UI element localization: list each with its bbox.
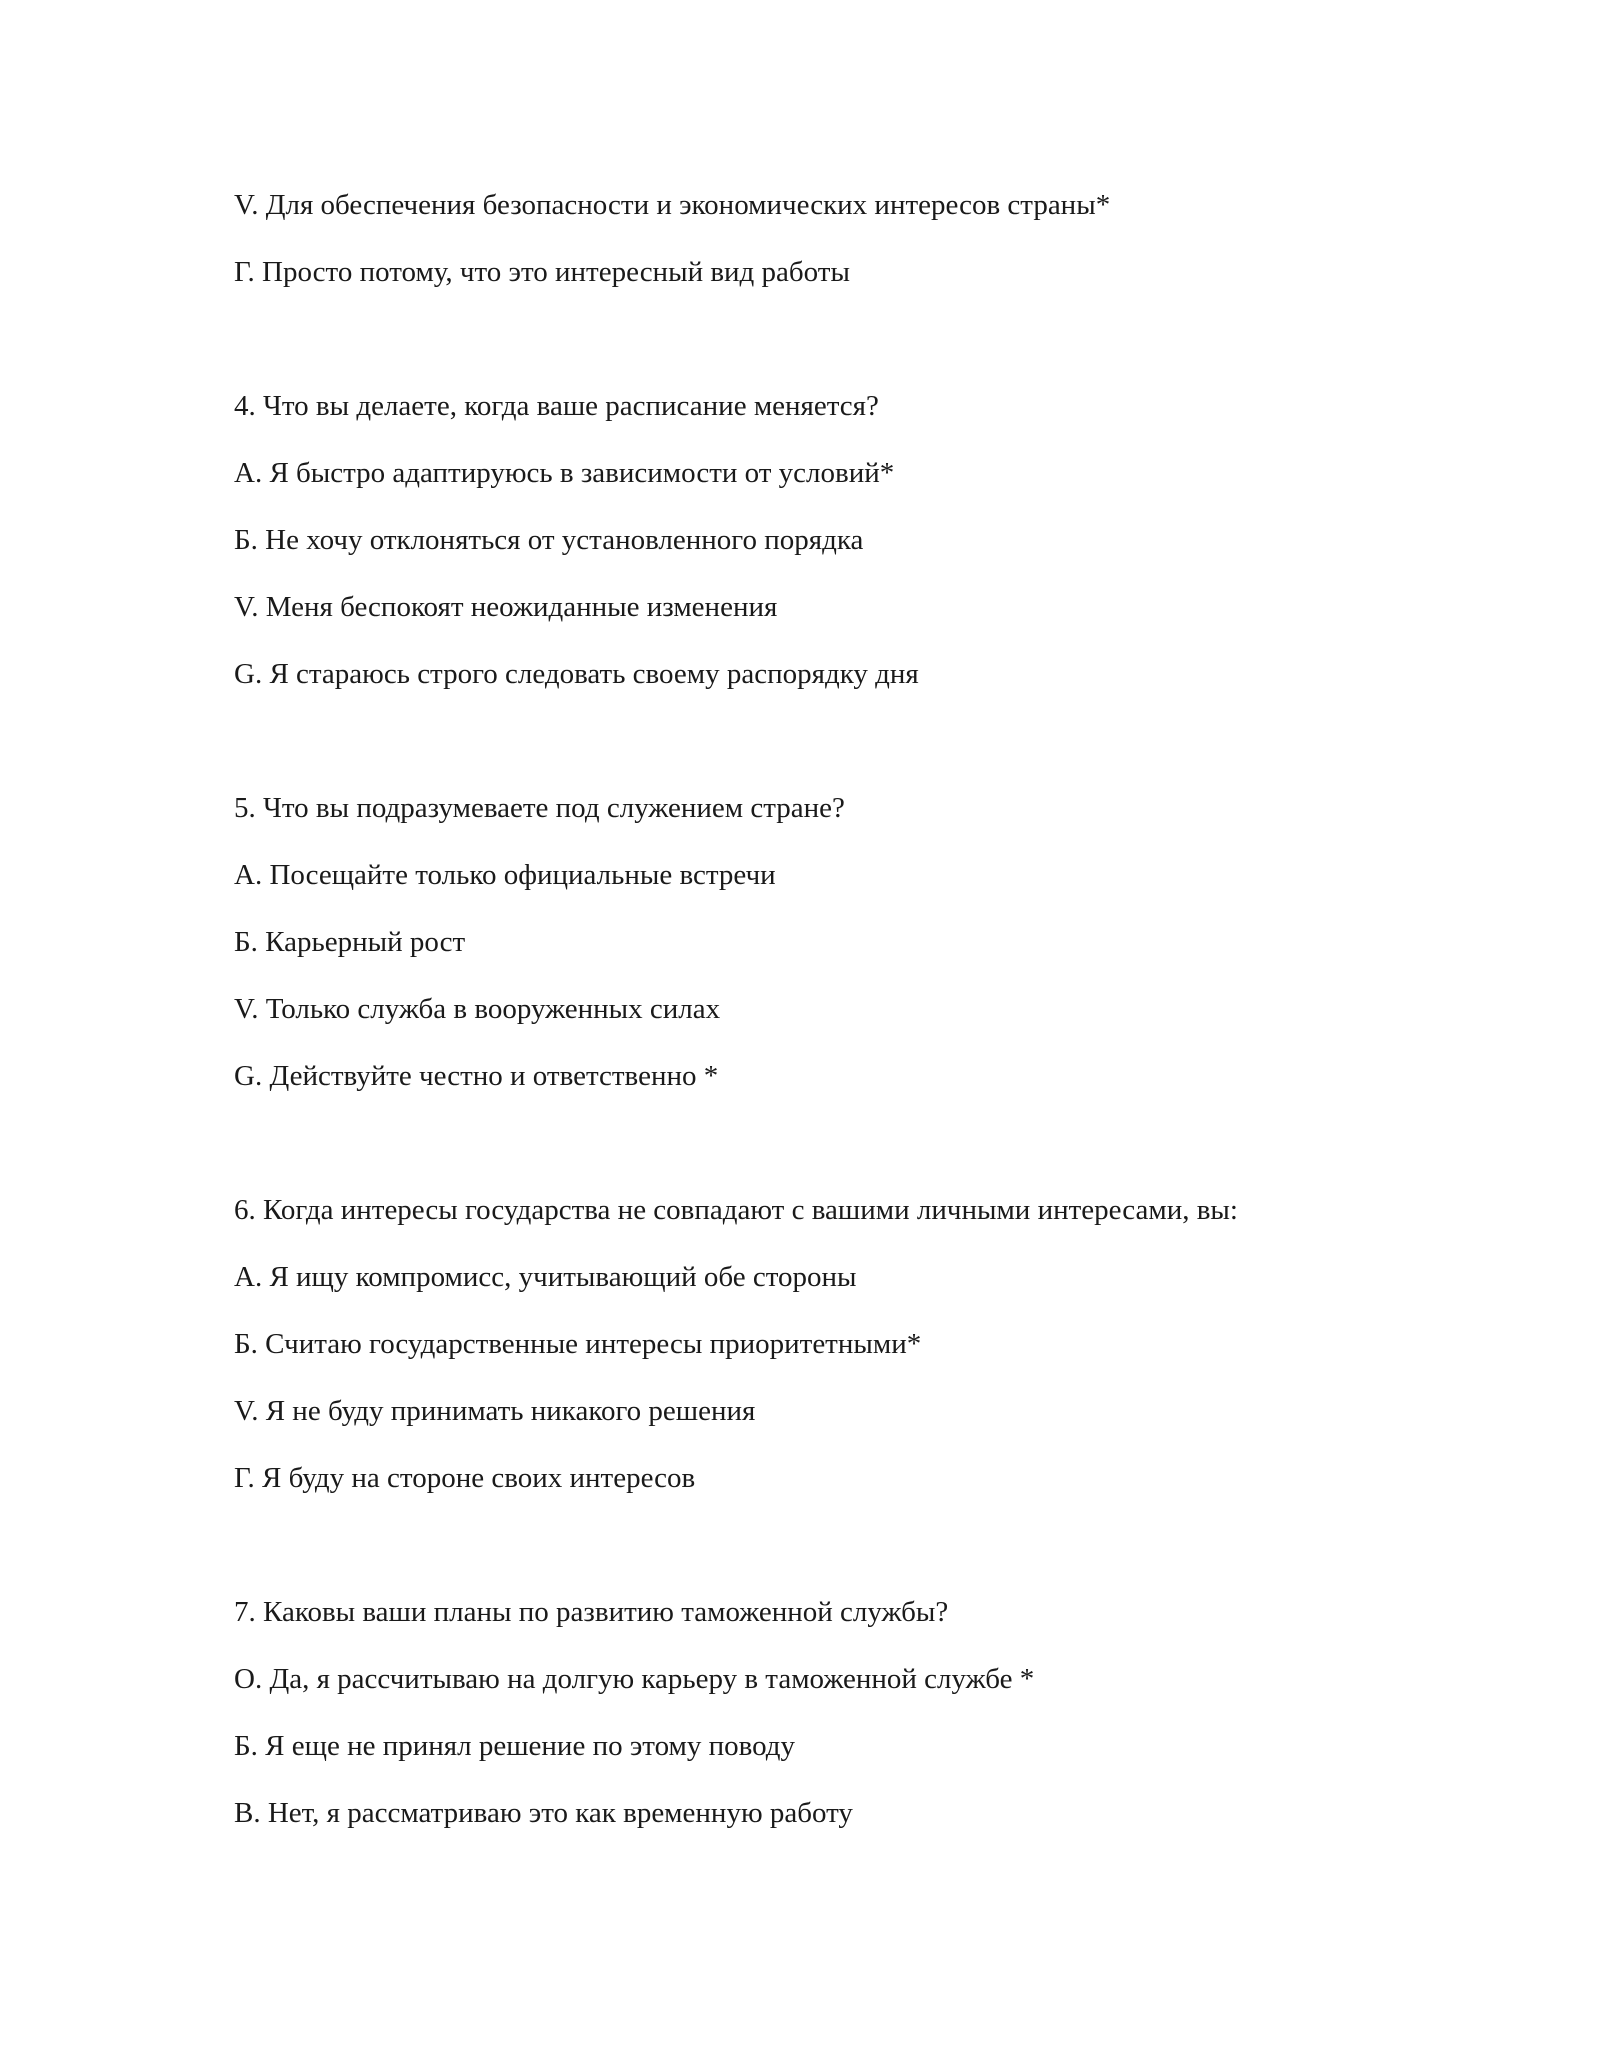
answer-b-q5: Б. Карьерный рост: [234, 926, 466, 958]
answer-g-q4: G. Я стараюсь строго следовать своему распорядку дня: [234, 658, 919, 690]
answer-g-q3: Г. Просто потому, что это интересный вид работы: [234, 256, 850, 288]
answer-a-q5: А. Посещайте только официальные встречи: [234, 859, 776, 891]
answer-o-q7: О. Да, я рассчитываю на долгую карьеру в таможенной службе *: [234, 1663, 1035, 1695]
answer-v-q4: V. Меня беспокоят неожиданные изменения: [234, 591, 778, 623]
answer-b-q4: Б. Не хочу отклоняться от установленного порядка: [234, 524, 864, 556]
question-7: 7. Каковы ваши планы по развитию таможенной службы?: [234, 1596, 949, 1628]
answer-v-q5: V. Только служба в вооруженных силах: [234, 993, 721, 1025]
answer-v-q6: V. Я не буду принимать никакого решения: [234, 1395, 756, 1427]
answer-g-q5: G. Действуйте честно и ответственно *: [234, 1060, 719, 1092]
answer-v-q3: V. Для обеспечения безопасности и экономических интересов страны*: [234, 189, 1111, 221]
answer-g-q6: Г. Я буду на стороне своих интересов: [234, 1462, 696, 1494]
question-4: 4. Что вы делаете, когда ваше расписание меняется?: [234, 390, 879, 422]
answer-b-q6: Б. Считаю государственные интересы приоритетными*: [234, 1328, 922, 1360]
answer-v-q7: В. Нет, я рассматриваю это как временную работу: [234, 1797, 853, 1829]
answer-a-q6: А. Я ищу компромисс, учитывающий обе стороны: [234, 1261, 857, 1293]
question-6: 6. Когда интересы государства не совпадают с вашими личными интересами, вы:: [234, 1194, 1238, 1226]
question-5: 5. Что вы подразумеваете под служением стране?: [234, 792, 845, 824]
answer-a-q4: А. Я быстро адаптируюсь в зависимости от условий*: [234, 457, 895, 489]
answer-b-q7: Б. Я еще не принял решение по этому поводу: [234, 1730, 796, 1762]
